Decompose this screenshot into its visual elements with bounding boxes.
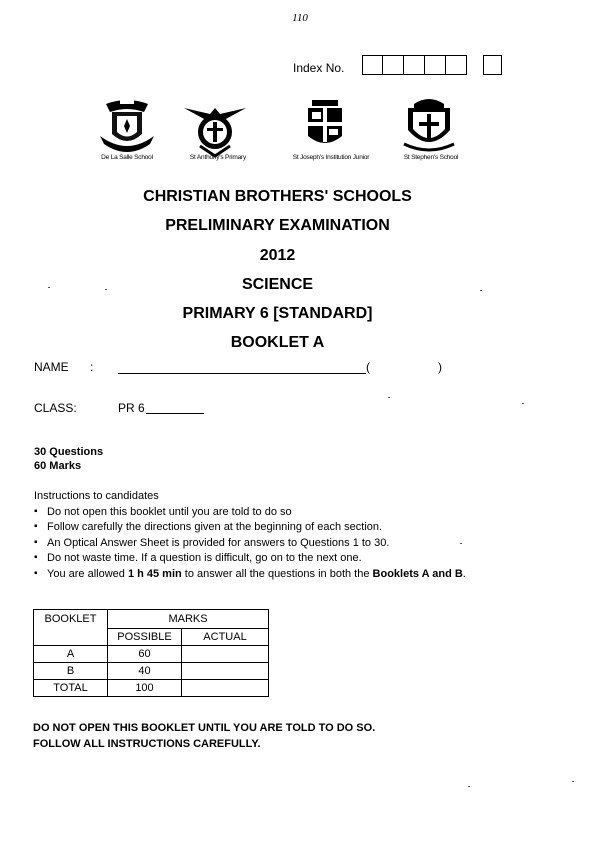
possible-cell: 60: [108, 646, 182, 663]
booklet-cell: A: [34, 646, 108, 663]
index-digit-box[interactable]: [425, 55, 446, 75]
scan-speck: [388, 397, 390, 398]
actual-cell[interactable]: [182, 646, 269, 663]
index-number-label: Index No.: [293, 61, 345, 75]
index-digit-box[interactable]: [404, 55, 425, 75]
actual-cell[interactable]: [182, 663, 269, 680]
instructions-heading: Instructions to candidates: [34, 490, 159, 502]
index-check-box[interactable]: [483, 55, 502, 75]
school-name: De La Salle School: [101, 154, 153, 161]
index-digit-box[interactable]: [383, 55, 404, 75]
st-anthonys-crest-icon: [180, 94, 250, 158]
name-field[interactable]: [118, 373, 366, 374]
scan-speck: [522, 403, 524, 404]
school-name: St Joseph's Institution Junior: [292, 154, 370, 161]
instructions-list: [34, 505, 466, 582]
scan-speck: [460, 543, 462, 544]
scan-speck: [48, 287, 50, 288]
time-allowed: 1 h 45 min: [127, 567, 182, 580]
possible-cell: 40: [108, 663, 182, 680]
index-digit-box[interactable]: [446, 55, 467, 75]
index-number-boxes[interactable]: [362, 55, 467, 75]
scan-speck: [468, 786, 470, 787]
instruction-text: .: [462, 567, 466, 580]
instruction-text: to answer all the questions in both the: [181, 567, 373, 580]
possible-header: POSSIBLE: [108, 629, 182, 646]
footer-instruction: FOLLOW ALL INSTRUCTIONS CAREFULLY.: [33, 738, 261, 750]
scan-speck: [480, 290, 482, 291]
instruction-item: ▪ Follow carefully the directions given at the beginning of each section.: [34, 520, 466, 535]
booklet-header: BOOKLET: [34, 610, 108, 646]
instruction-text: You are allowed: [47, 567, 128, 580]
register-paren-open: (: [366, 360, 370, 374]
total-marks: 60 Marks: [34, 460, 82, 472]
page-number: 110: [292, 12, 308, 24]
st-stephens-crest-icon: [394, 94, 464, 158]
instruction-item: ▪ Do not open this booklet until you are told to do so: [34, 505, 466, 520]
question-count: 30 Questions: [34, 446, 104, 458]
school-name: St Anthony's Primary: [189, 154, 247, 161]
booklet-cell: B: [34, 663, 108, 680]
footer-warning: DO NOT OPEN THIS BOOKLET UNTIL YOU ARE TOLD TO DO SO.: [33, 722, 376, 734]
st-josephs-crest-icon: [290, 94, 360, 158]
de-la-salle-crest-icon: [92, 94, 162, 158]
instruction-item: ▪ An Optical Answer Sheet is provided for answers to Questions 1 to 30.: [34, 536, 466, 551]
actual-cell[interactable]: [182, 680, 269, 697]
title-level: PRIMARY 6 [STANDARD]: [182, 305, 373, 322]
actual-header: ACTUAL: [182, 629, 269, 646]
title-schools: CHRISTIAN BROTHERS' SCHOOLS: [143, 188, 412, 205]
title-year: 2012: [259, 247, 296, 264]
class-value: PR 6: [118, 401, 145, 415]
scan-speck: [572, 781, 574, 782]
marks-header: MARKS: [108, 610, 269, 629]
school-name: St Stephen's School: [403, 154, 459, 161]
instruction-item: ▪ Do not waste time. If a question is difficult, go on to the next one.: [34, 551, 466, 566]
marks-table: [33, 609, 269, 697]
instruction-item: [34, 567, 466, 582]
scan-speck: [105, 289, 107, 290]
title-exam: PRELIMINARY EXAMINATION: [165, 217, 390, 234]
name-colon: :: [90, 360, 94, 374]
title-subject: SCIENCE: [241, 276, 314, 293]
register-paren-close: ): [438, 360, 442, 374]
booklets-reference: Booklets A and B: [372, 567, 463, 580]
index-digit-box[interactable]: [362, 55, 383, 75]
booklet-cell: TOTAL: [34, 680, 108, 697]
class-label: CLASS:: [34, 401, 77, 415]
possible-cell: 100: [108, 680, 182, 697]
title-booklet: BOOKLET A: [230, 334, 325, 351]
class-field[interactable]: [146, 413, 204, 414]
name-label: NAME: [34, 360, 69, 374]
